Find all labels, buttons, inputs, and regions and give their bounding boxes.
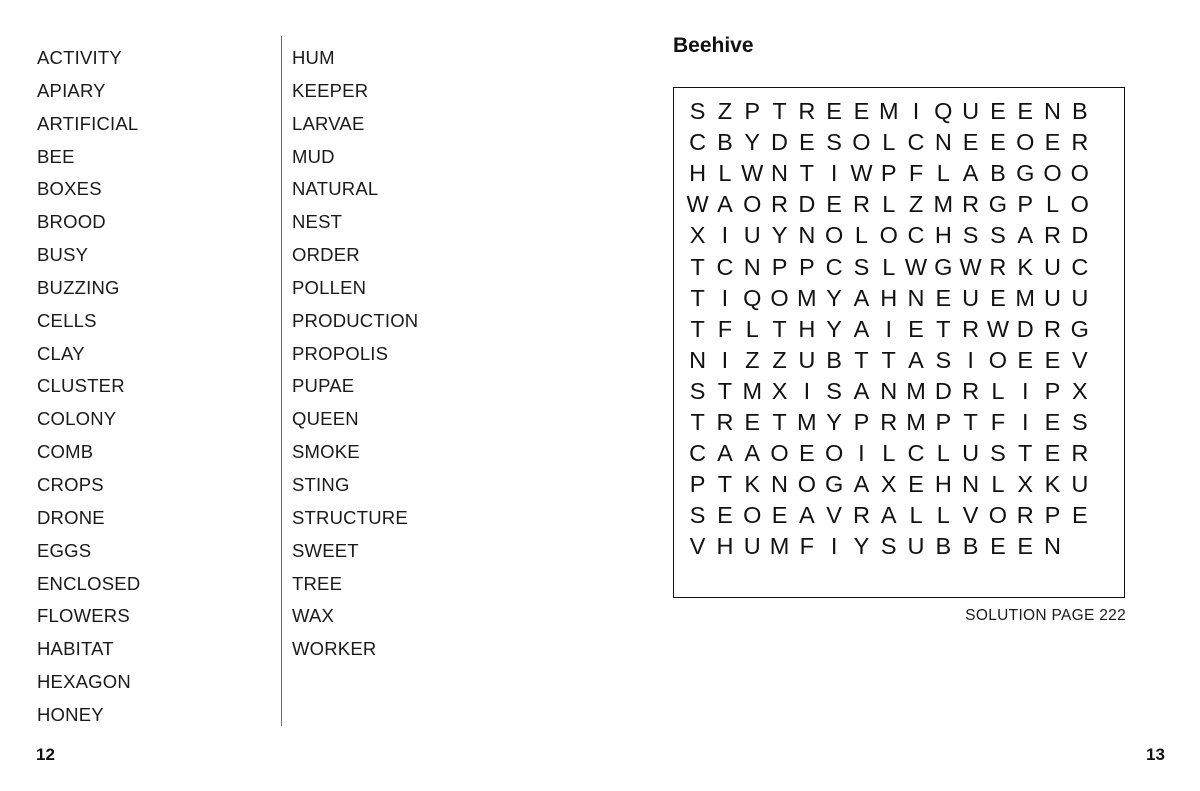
grid-letter[interactable]: M bbox=[797, 284, 817, 311]
grid-letter[interactable]: X bbox=[1071, 377, 1088, 404]
grid-letter[interactable]: W bbox=[686, 191, 709, 218]
grid-letter[interactable]: W bbox=[986, 315, 1009, 342]
grid-letter[interactable]: E bbox=[1044, 129, 1061, 156]
word-list-item: TREE bbox=[292, 572, 343, 594]
grid-letter[interactable]: O bbox=[770, 284, 789, 311]
grid-letter[interactable]: S bbox=[689, 502, 706, 529]
grid-letter[interactable]: W bbox=[904, 253, 928, 280]
grid-letter[interactable]: E bbox=[744, 408, 761, 435]
word-list-item: WAX bbox=[292, 605, 335, 627]
grid-letter[interactable]: T bbox=[690, 408, 705, 435]
word-list-item: PROPOLIS bbox=[292, 342, 389, 364]
word-list-item: HABITAT bbox=[37, 638, 114, 660]
word-list-item: BOXES bbox=[37, 178, 102, 200]
grid-letter[interactable]: S bbox=[935, 346, 952, 373]
grid-letter[interactable]: E bbox=[1044, 440, 1061, 467]
grid-letter[interactable]: H bbox=[689, 160, 707, 187]
grid-letter[interactable]: A bbox=[962, 160, 979, 187]
grid-letter[interactable]: G bbox=[824, 471, 844, 498]
grid-letter[interactable]: P bbox=[880, 160, 897, 187]
grid-letter[interactable]: T bbox=[1018, 440, 1033, 467]
grid-letter[interactable]: P bbox=[1044, 377, 1061, 404]
grid-letter[interactable]: W bbox=[741, 160, 764, 187]
grid-letter[interactable]: U bbox=[962, 284, 980, 311]
grid-letter[interactable]: U bbox=[962, 440, 980, 467]
grid-letter[interactable]: G bbox=[1016, 160, 1035, 187]
grid-letter[interactable]: I bbox=[967, 346, 974, 373]
grid-letter[interactable]: R bbox=[962, 377, 980, 404]
grid-letter[interactable]: E bbox=[908, 471, 924, 498]
grid-letter[interactable]: A bbox=[798, 502, 815, 529]
grid-letter[interactable]: P bbox=[744, 98, 761, 125]
grid-letter[interactable]: R bbox=[962, 191, 980, 218]
grid-letter[interactable]: O bbox=[797, 471, 816, 498]
grid-letter[interactable]: R bbox=[798, 98, 816, 125]
grid-letter[interactable]: O bbox=[852, 129, 871, 156]
word-list-item: SWEET bbox=[292, 539, 359, 561]
grid-letter[interactable]: B bbox=[990, 160, 1006, 187]
grid-letter[interactable]: A bbox=[908, 346, 924, 373]
grid-letter[interactable]: K bbox=[1017, 253, 1034, 280]
grid-letter[interactable]: R bbox=[962, 315, 980, 342]
grid-letter[interactable]: I bbox=[858, 440, 865, 467]
word-list-item: STING bbox=[292, 473, 350, 495]
grid-letter[interactable]: T bbox=[690, 284, 705, 311]
grid-letter[interactable]: O bbox=[879, 222, 898, 249]
grid-letter[interactable]: P bbox=[935, 408, 952, 435]
grid-letter[interactable]: S bbox=[880, 533, 897, 560]
grid-letter[interactable]: M bbox=[797, 408, 817, 435]
grid-letter[interactable]: M bbox=[906, 408, 926, 435]
grid-letter[interactable]: U bbox=[907, 533, 925, 560]
word-list-item: CLUSTER bbox=[37, 375, 125, 397]
grid-letter[interactable]: E bbox=[1017, 346, 1034, 373]
word-list-item: EGGS bbox=[37, 539, 92, 561]
grid-letter[interactable]: U bbox=[1044, 284, 1061, 311]
grid-letter[interactable]: L bbox=[882, 253, 896, 280]
grid-letter[interactable]: E bbox=[798, 440, 815, 467]
grid-letter[interactable]: S bbox=[826, 377, 842, 404]
word-list-item: PRODUCTION bbox=[292, 309, 419, 331]
grid-letter[interactable]: E bbox=[1017, 98, 1034, 125]
grid-letter[interactable]: N bbox=[771, 471, 789, 498]
grid-letter[interactable]: R bbox=[1016, 502, 1034, 529]
grid-letter[interactable]: I bbox=[721, 222, 729, 249]
grid-letter[interactable]: B bbox=[1071, 98, 1088, 125]
letter-grid bbox=[684, 96, 1093, 562]
grid-letter[interactable]: E bbox=[990, 533, 1006, 560]
grid-letter[interactable]: I bbox=[1021, 377, 1029, 404]
grid-letter[interactable]: E bbox=[990, 284, 1006, 311]
grid-letter[interactable]: T bbox=[717, 377, 733, 404]
grid-letter[interactable]: X bbox=[1017, 471, 1034, 498]
grid-letter[interactable]: Z bbox=[772, 346, 787, 373]
grid-letter[interactable]: T bbox=[963, 408, 978, 435]
grid-letter[interactable]: C bbox=[825, 253, 843, 280]
grid-letter[interactable]: H bbox=[798, 315, 816, 342]
solution-note: SOLUTION PAGE 222 bbox=[965, 607, 1126, 624]
word-list-item: BUSY bbox=[37, 244, 89, 266]
grid-letter[interactable]: T bbox=[881, 346, 896, 373]
grid-letter[interactable]: E bbox=[771, 502, 788, 529]
grid-letter[interactable]: M bbox=[769, 533, 790, 560]
column-divider bbox=[281, 36, 282, 726]
grid-letter[interactable]: L bbox=[936, 502, 950, 529]
grid-letter[interactable]: Z bbox=[908, 191, 924, 218]
grid-letter[interactable]: H bbox=[880, 284, 898, 311]
grid-letter[interactable]: H bbox=[716, 533, 734, 560]
grid-letter[interactable]: U bbox=[743, 533, 761, 560]
page-number-left: 12 bbox=[36, 745, 55, 764]
word-list-item: STRUCTURE bbox=[292, 506, 408, 528]
grid-letter[interactable]: A bbox=[880, 502, 897, 529]
grid-letter[interactable]: M bbox=[906, 377, 926, 404]
grid-letter[interactable]: F bbox=[908, 160, 924, 187]
grid-letter[interactable]: A bbox=[717, 191, 733, 218]
grid-letter[interactable]: S bbox=[990, 440, 1006, 467]
grid-letter[interactable]: I bbox=[721, 284, 729, 311]
word-list-item: KEEPER bbox=[292, 79, 369, 101]
grid-letter[interactable]: B bbox=[826, 346, 842, 373]
grid-letter[interactable]: F bbox=[717, 315, 733, 342]
word-list-item: WORKER bbox=[292, 638, 377, 660]
grid-letter[interactable]: R bbox=[852, 191, 870, 218]
grid-letter[interactable]: O bbox=[743, 502, 762, 529]
grid-letter[interactable]: O bbox=[1016, 129, 1035, 156]
grid-letter[interactable]: O bbox=[1070, 191, 1089, 218]
puzzle-title: Beehive bbox=[673, 34, 754, 57]
grid-letter[interactable]: I bbox=[803, 377, 811, 404]
grid-letter[interactable]: N bbox=[907, 284, 925, 311]
grid-letter[interactable]: I bbox=[721, 346, 729, 373]
grid-letter[interactable]: I bbox=[1021, 408, 1029, 435]
grid-letter[interactable]: D bbox=[798, 191, 816, 218]
grid-letter[interactable]: V bbox=[1071, 346, 1088, 373]
grid-letter[interactable]: O bbox=[1070, 160, 1089, 187]
grid-letter[interactable]: X bbox=[689, 222, 706, 249]
grid-letter[interactable]: N bbox=[880, 377, 898, 404]
grid-letter[interactable]: E bbox=[962, 129, 979, 156]
grid-letter[interactable]: N bbox=[962, 471, 980, 498]
word-list-item: BUZZING bbox=[37, 276, 120, 298]
grid-letter[interactable]: Z bbox=[717, 98, 733, 125]
grid-letter[interactable]: D bbox=[1071, 222, 1089, 249]
grid-letter[interactable]: E bbox=[990, 98, 1006, 125]
grid-letter[interactable]: G bbox=[1070, 315, 1089, 342]
grid-letter[interactable]: R bbox=[852, 502, 870, 529]
grid-letter[interactable]: Y bbox=[826, 315, 842, 342]
grid-letter[interactable]: E bbox=[908, 315, 924, 342]
grid-letter[interactable]: K bbox=[1044, 471, 1061, 498]
grid-letter[interactable]: L bbox=[745, 315, 759, 342]
grid-letter[interactable]: U bbox=[1071, 471, 1089, 498]
grid-letter[interactable]: U bbox=[1044, 253, 1061, 280]
grid-letter[interactable]: S bbox=[689, 377, 706, 404]
grid-letter[interactable]: U bbox=[798, 346, 816, 373]
grid-letter[interactable]: E bbox=[1044, 408, 1061, 435]
grid-letter[interactable]: R bbox=[1044, 315, 1061, 342]
grid-letter[interactable]: N bbox=[1044, 98, 1061, 125]
word-list-item: MUD bbox=[292, 145, 335, 167]
grid-letter[interactable]: P bbox=[853, 408, 870, 435]
grid-letter[interactable]: M bbox=[878, 98, 899, 125]
grid-letter[interactable]: C bbox=[1071, 253, 1089, 280]
grid-letter[interactable]: A bbox=[853, 377, 870, 404]
grid-letter[interactable]: N bbox=[1044, 533, 1061, 560]
grid-letter[interactable]: L bbox=[991, 377, 1005, 404]
grid-letter[interactable]: O bbox=[824, 222, 844, 249]
word-list-right-column bbox=[292, 42, 418, 666]
grid-letter[interactable]: T bbox=[690, 315, 705, 342]
page-number-right: 13 bbox=[1146, 745, 1165, 764]
grid-letter[interactable]: L bbox=[882, 440, 896, 467]
grid-letter[interactable]: C bbox=[907, 222, 925, 249]
grid-letter[interactable]: N bbox=[771, 160, 789, 187]
grid-letter[interactable]: E bbox=[1017, 533, 1034, 560]
grid-letter[interactable]: E bbox=[1071, 502, 1088, 529]
word-list-item: COMB bbox=[37, 441, 94, 463]
grid-letter[interactable]: B bbox=[935, 533, 952, 560]
grid-letter[interactable]: O bbox=[743, 191, 762, 218]
grid-letter[interactable]: Q bbox=[934, 98, 953, 125]
word-list-item: PUPAE bbox=[292, 375, 355, 397]
grid-letter[interactable]: O bbox=[988, 502, 1008, 529]
word-list-item: ENCLOSED bbox=[37, 572, 141, 594]
word-list-item: LARVAE bbox=[292, 112, 365, 134]
grid-letter[interactable]: T bbox=[936, 315, 951, 342]
grid-letter[interactable]: U bbox=[1071, 284, 1089, 311]
word-list-item: ORDER bbox=[292, 244, 360, 266]
grid-letter[interactable]: A bbox=[853, 471, 870, 498]
grid-letter[interactable]: E bbox=[826, 98, 842, 125]
grid-letter[interactable]: D bbox=[1016, 315, 1034, 342]
grid-letter[interactable]: N bbox=[689, 346, 707, 373]
grid-letter[interactable]: S bbox=[689, 98, 706, 125]
grid-letter[interactable]: R bbox=[880, 408, 898, 435]
grid-letter[interactable]: Y bbox=[826, 408, 842, 435]
grid-letter[interactable]: N bbox=[798, 222, 816, 249]
word-list-item: CROPS bbox=[37, 473, 104, 495]
grid-letter[interactable]: Q bbox=[743, 284, 762, 311]
grid-letter[interactable]: L bbox=[854, 222, 868, 249]
word-list-item: DRONE bbox=[37, 506, 105, 528]
grid-letter[interactable]: R bbox=[771, 191, 789, 218]
grid-letter[interactable]: Y bbox=[744, 129, 761, 156]
grid-letter[interactable]: U bbox=[743, 222, 761, 249]
word-list-left-column bbox=[37, 42, 140, 732]
grid-letter[interactable]: L bbox=[718, 160, 732, 187]
grid-letter[interactable]: O bbox=[1043, 160, 1062, 187]
grid-letter[interactable]: R bbox=[989, 253, 1007, 280]
word-list-item: COLONY bbox=[37, 408, 117, 430]
grid-letter[interactable]: M bbox=[742, 377, 763, 404]
grid-letter[interactable]: A bbox=[744, 440, 761, 467]
grid-letter[interactable]: L bbox=[936, 440, 950, 467]
grid-letter[interactable]: P bbox=[771, 253, 788, 280]
grid-letter[interactable]: B bbox=[717, 129, 733, 156]
grid-letter[interactable]: A bbox=[853, 315, 870, 342]
word-list-item: BROOD bbox=[37, 211, 106, 233]
grid-letter[interactable]: T bbox=[690, 253, 705, 280]
grid-letter[interactable]: L bbox=[1045, 191, 1060, 218]
grid-letter[interactable]: T bbox=[717, 471, 733, 498]
word-list-item: NATURAL bbox=[292, 178, 379, 200]
grid-letter[interactable]: I bbox=[830, 533, 838, 560]
grid-letter[interactable]: I bbox=[830, 160, 838, 187]
grid-letter[interactable]: E bbox=[826, 191, 842, 218]
grid-letter[interactable]: D bbox=[771, 129, 789, 156]
grid-letter[interactable]: E bbox=[990, 129, 1006, 156]
grid-letter[interactable]: H bbox=[934, 471, 952, 498]
grid-letter[interactable]: R bbox=[1071, 129, 1089, 156]
grid-letter[interactable]: P bbox=[798, 253, 815, 280]
grid-letter[interactable]: N bbox=[743, 253, 761, 280]
grid-letter[interactable]: O bbox=[824, 440, 844, 467]
grid-letter[interactable]: F bbox=[799, 533, 815, 560]
grid-letter[interactable]: S bbox=[990, 222, 1006, 249]
grid-letter[interactable]: E bbox=[717, 502, 733, 529]
grid-letter[interactable]: A bbox=[853, 284, 870, 311]
word-list-item: POLLEN bbox=[292, 276, 367, 298]
grid-letter[interactable]: C bbox=[907, 129, 925, 156]
grid-letter[interactable]: E bbox=[1044, 346, 1061, 373]
grid-letter[interactable]: W bbox=[959, 253, 982, 280]
grid-letter[interactable]: W bbox=[850, 160, 873, 187]
word-list-item: HONEY bbox=[37, 703, 104, 725]
grid-letter[interactable]: P bbox=[689, 471, 706, 498]
grid-letter[interactable]: D bbox=[934, 377, 952, 404]
grid-letter[interactable]: P bbox=[1017, 191, 1034, 218]
word-list-item: SMOKE bbox=[292, 441, 360, 463]
grid-letter[interactable]: L bbox=[991, 471, 1005, 498]
grid-letter[interactable]: L bbox=[882, 191, 896, 218]
word-list-item: ARTIFICIAL bbox=[37, 112, 139, 134]
grid-letter[interactable]: L bbox=[909, 502, 923, 529]
grid-letter[interactable]: O bbox=[770, 440, 789, 467]
word-list-item: NEST bbox=[292, 211, 343, 233]
grid-letter[interactable]: Y bbox=[826, 284, 842, 311]
grid-letter[interactable]: R bbox=[1044, 222, 1061, 249]
grid-letter[interactable]: M bbox=[1015, 284, 1035, 311]
grid-letter[interactable]: L bbox=[882, 129, 896, 156]
grid-letter[interactable]: Z bbox=[745, 346, 760, 373]
grid-letter[interactable]: T bbox=[772, 408, 787, 435]
grid-letter[interactable]: K bbox=[744, 471, 761, 498]
word-list-item: CELLS bbox=[37, 309, 97, 331]
grid-letter[interactable]: E bbox=[798, 129, 815, 156]
grid-letter[interactable]: L bbox=[936, 160, 950, 187]
grid-letter[interactable]: G bbox=[988, 191, 1008, 218]
grid-letter[interactable]: X bbox=[880, 471, 897, 498]
grid-letter[interactable]: G bbox=[934, 253, 953, 280]
grid-letter[interactable]: C bbox=[689, 129, 707, 156]
grid-letter[interactable]: X bbox=[771, 377, 788, 404]
grid-letter[interactable]: S bbox=[826, 129, 842, 156]
word-list-item: HUM bbox=[292, 47, 335, 68]
grid-letter[interactable]: V bbox=[962, 502, 979, 529]
grid-letter[interactable]: B bbox=[962, 533, 979, 560]
grid-letter[interactable]: C bbox=[907, 440, 925, 467]
grid-letter[interactable]: R bbox=[1071, 440, 1089, 467]
grid-letter[interactable]: Y bbox=[771, 222, 788, 249]
grid-letter[interactable]: T bbox=[772, 98, 787, 125]
grid-letter[interactable]: Y bbox=[853, 533, 870, 560]
grid-letter[interactable]: T bbox=[772, 315, 787, 342]
grid-letter[interactable]: E bbox=[853, 98, 870, 125]
word-search-grid-frame bbox=[673, 87, 1125, 598]
grid-letter[interactable]: M bbox=[933, 191, 954, 218]
word-list-item: HEXAGON bbox=[37, 671, 131, 693]
word-list-item: BEE bbox=[37, 145, 75, 167]
grid-letter[interactable]: R bbox=[716, 408, 734, 435]
grid-letter[interactable]: S bbox=[853, 253, 870, 280]
grid-letter[interactable]: P bbox=[1044, 502, 1061, 529]
grid-letter[interactable]: C bbox=[689, 440, 707, 467]
grid-letter[interactable]: I bbox=[885, 315, 892, 342]
grid-letter[interactable]: V bbox=[826, 502, 842, 529]
grid-letter[interactable]: F bbox=[990, 408, 1006, 435]
grid-letter[interactable]: N bbox=[934, 129, 952, 156]
grid-letter[interactable]: A bbox=[1017, 222, 1034, 249]
grid-letter[interactable]: S bbox=[1071, 408, 1088, 435]
word-list-item: ACTIVITY bbox=[37, 47, 122, 68]
grid-letter[interactable]: T bbox=[854, 346, 869, 373]
grid-letter[interactable]: O bbox=[988, 346, 1008, 373]
word-list-item: CLAY bbox=[37, 342, 85, 364]
grid-letter[interactable]: E bbox=[935, 284, 952, 311]
grid-letter[interactable]: U bbox=[962, 98, 980, 125]
grid-letter[interactable]: H bbox=[934, 222, 952, 249]
grid-letter[interactable]: S bbox=[962, 222, 979, 249]
grid-letter[interactable]: C bbox=[716, 253, 734, 280]
word-list-item: FLOWERS bbox=[37, 605, 130, 627]
grid-letter[interactable]: A bbox=[717, 440, 733, 467]
word-list-item: APIARY bbox=[37, 79, 106, 101]
grid-letter[interactable]: I bbox=[912, 98, 920, 125]
grid-letter[interactable]: T bbox=[799, 160, 815, 187]
word-list-item: QUEEN bbox=[292, 408, 359, 430]
grid-letter[interactable]: V bbox=[689, 533, 706, 560]
